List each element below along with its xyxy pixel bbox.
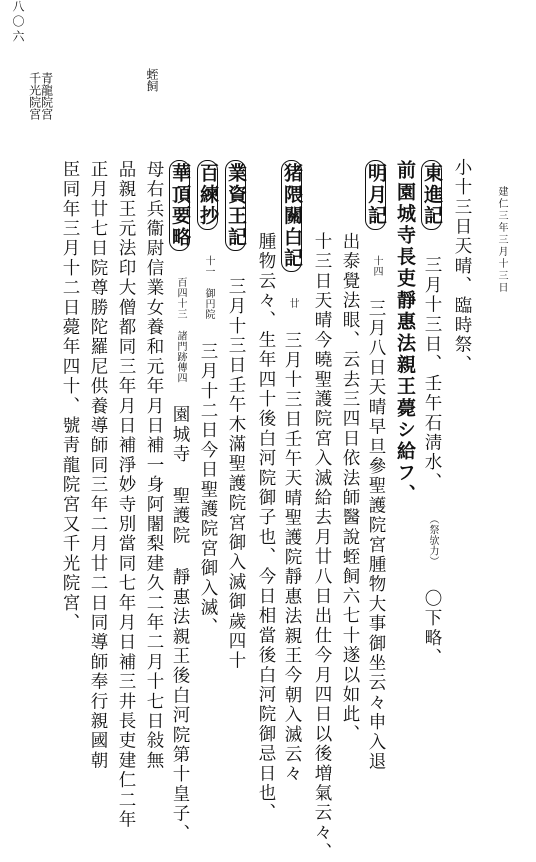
source-bracket-meigetsuki: 明月記 xyxy=(365,160,386,230)
annotation: 十四 xyxy=(371,255,382,277)
text-column-5: 出泰覺法眼、云去三四日依法師醫說蛭飼六七十遂以如此、 xyxy=(340,232,360,745)
source-text: 三月八日天晴早旦參聖護院宮腫物大事御坐云々申入退 xyxy=(366,299,386,772)
margin-note-seiryuin: 青龍院宮 xyxy=(39,72,54,120)
source-text: 園城寺 聖護院 靜惠法親王後白河院第十皇子、 xyxy=(170,405,190,844)
annotation: 百四十三 諸門跡傳四 xyxy=(175,277,186,384)
text-column-10 xyxy=(197,160,218,638)
text-column-9 xyxy=(225,160,246,671)
source-bracket-inokuma: 猪隈關白記 xyxy=(281,160,302,272)
margin-title-hiru: 蛭飼 xyxy=(145,68,159,92)
text-column-6: 十三日天晴今曉聖護院宮入滅給去月廿八日出仕今月四日以後増氣云々、 xyxy=(312,232,332,862)
annotation: （祭欤力） xyxy=(427,514,438,567)
text-column-15: 臣同年三月十二日薨年四十、號靑龍院宮又千光院宮、 xyxy=(60,160,80,633)
text-column-7 xyxy=(281,160,302,784)
source-text: 三月十二日今日聖護院宮御入滅、 xyxy=(198,342,218,638)
text-column-13: 品親王元法印大僧都同三年月日補淨妙寺別當同七年月日補三井長吏建仁二年 xyxy=(116,160,136,830)
source-bracket-tojinki: 東進記 xyxy=(421,160,442,230)
section-heading: 前園城寺長吏靜惠法親王薨シ給フ、 xyxy=(394,160,416,506)
text-column-4 xyxy=(365,160,386,772)
running-header: 建仁三年三月十三日 xyxy=(496,186,507,294)
source-text: 三月十三日壬午木滿聖護院宮御入滅御歲四十 xyxy=(226,277,246,672)
margin-note-senkoin: 千光院宮 xyxy=(27,72,42,120)
page-number: 八〇六 xyxy=(11,0,25,45)
annotation: 廿 xyxy=(287,298,298,309)
text-column-8: 腫物云々、生年四十後白河院御子也、今日相當後白河院御忌日也、 xyxy=(256,232,276,823)
source-text: 三月十三日壬午天晴聖護院靜惠法親王今朝入滅云々 xyxy=(282,330,302,785)
source-bracket-narisuke: 業資王記 xyxy=(225,160,246,251)
source-bracket-kacho: 華頂要略 xyxy=(169,160,190,251)
text-column-1: 小十三日天晴、臨時祭、 xyxy=(452,158,472,375)
source-text: 三月十三日、壬午石淸水、 xyxy=(422,255,442,493)
source-after: 〇下略、 xyxy=(422,589,442,668)
text-column-14: 正月廿七日院尊勝陀羅尼供養導師同三年二月廿二日同導師奉行親國朝 xyxy=(88,160,108,771)
text-column-11 xyxy=(169,160,190,844)
annotation: 十一 御円院 xyxy=(203,255,214,320)
text-column-12: 母右兵衞尉信業女養和元年月日補一身阿闍梨建久二年二月十七日敍無 xyxy=(144,160,164,771)
text-column-2 xyxy=(421,160,442,668)
source-bracket-hyakurensho: 百練抄 xyxy=(197,160,218,230)
